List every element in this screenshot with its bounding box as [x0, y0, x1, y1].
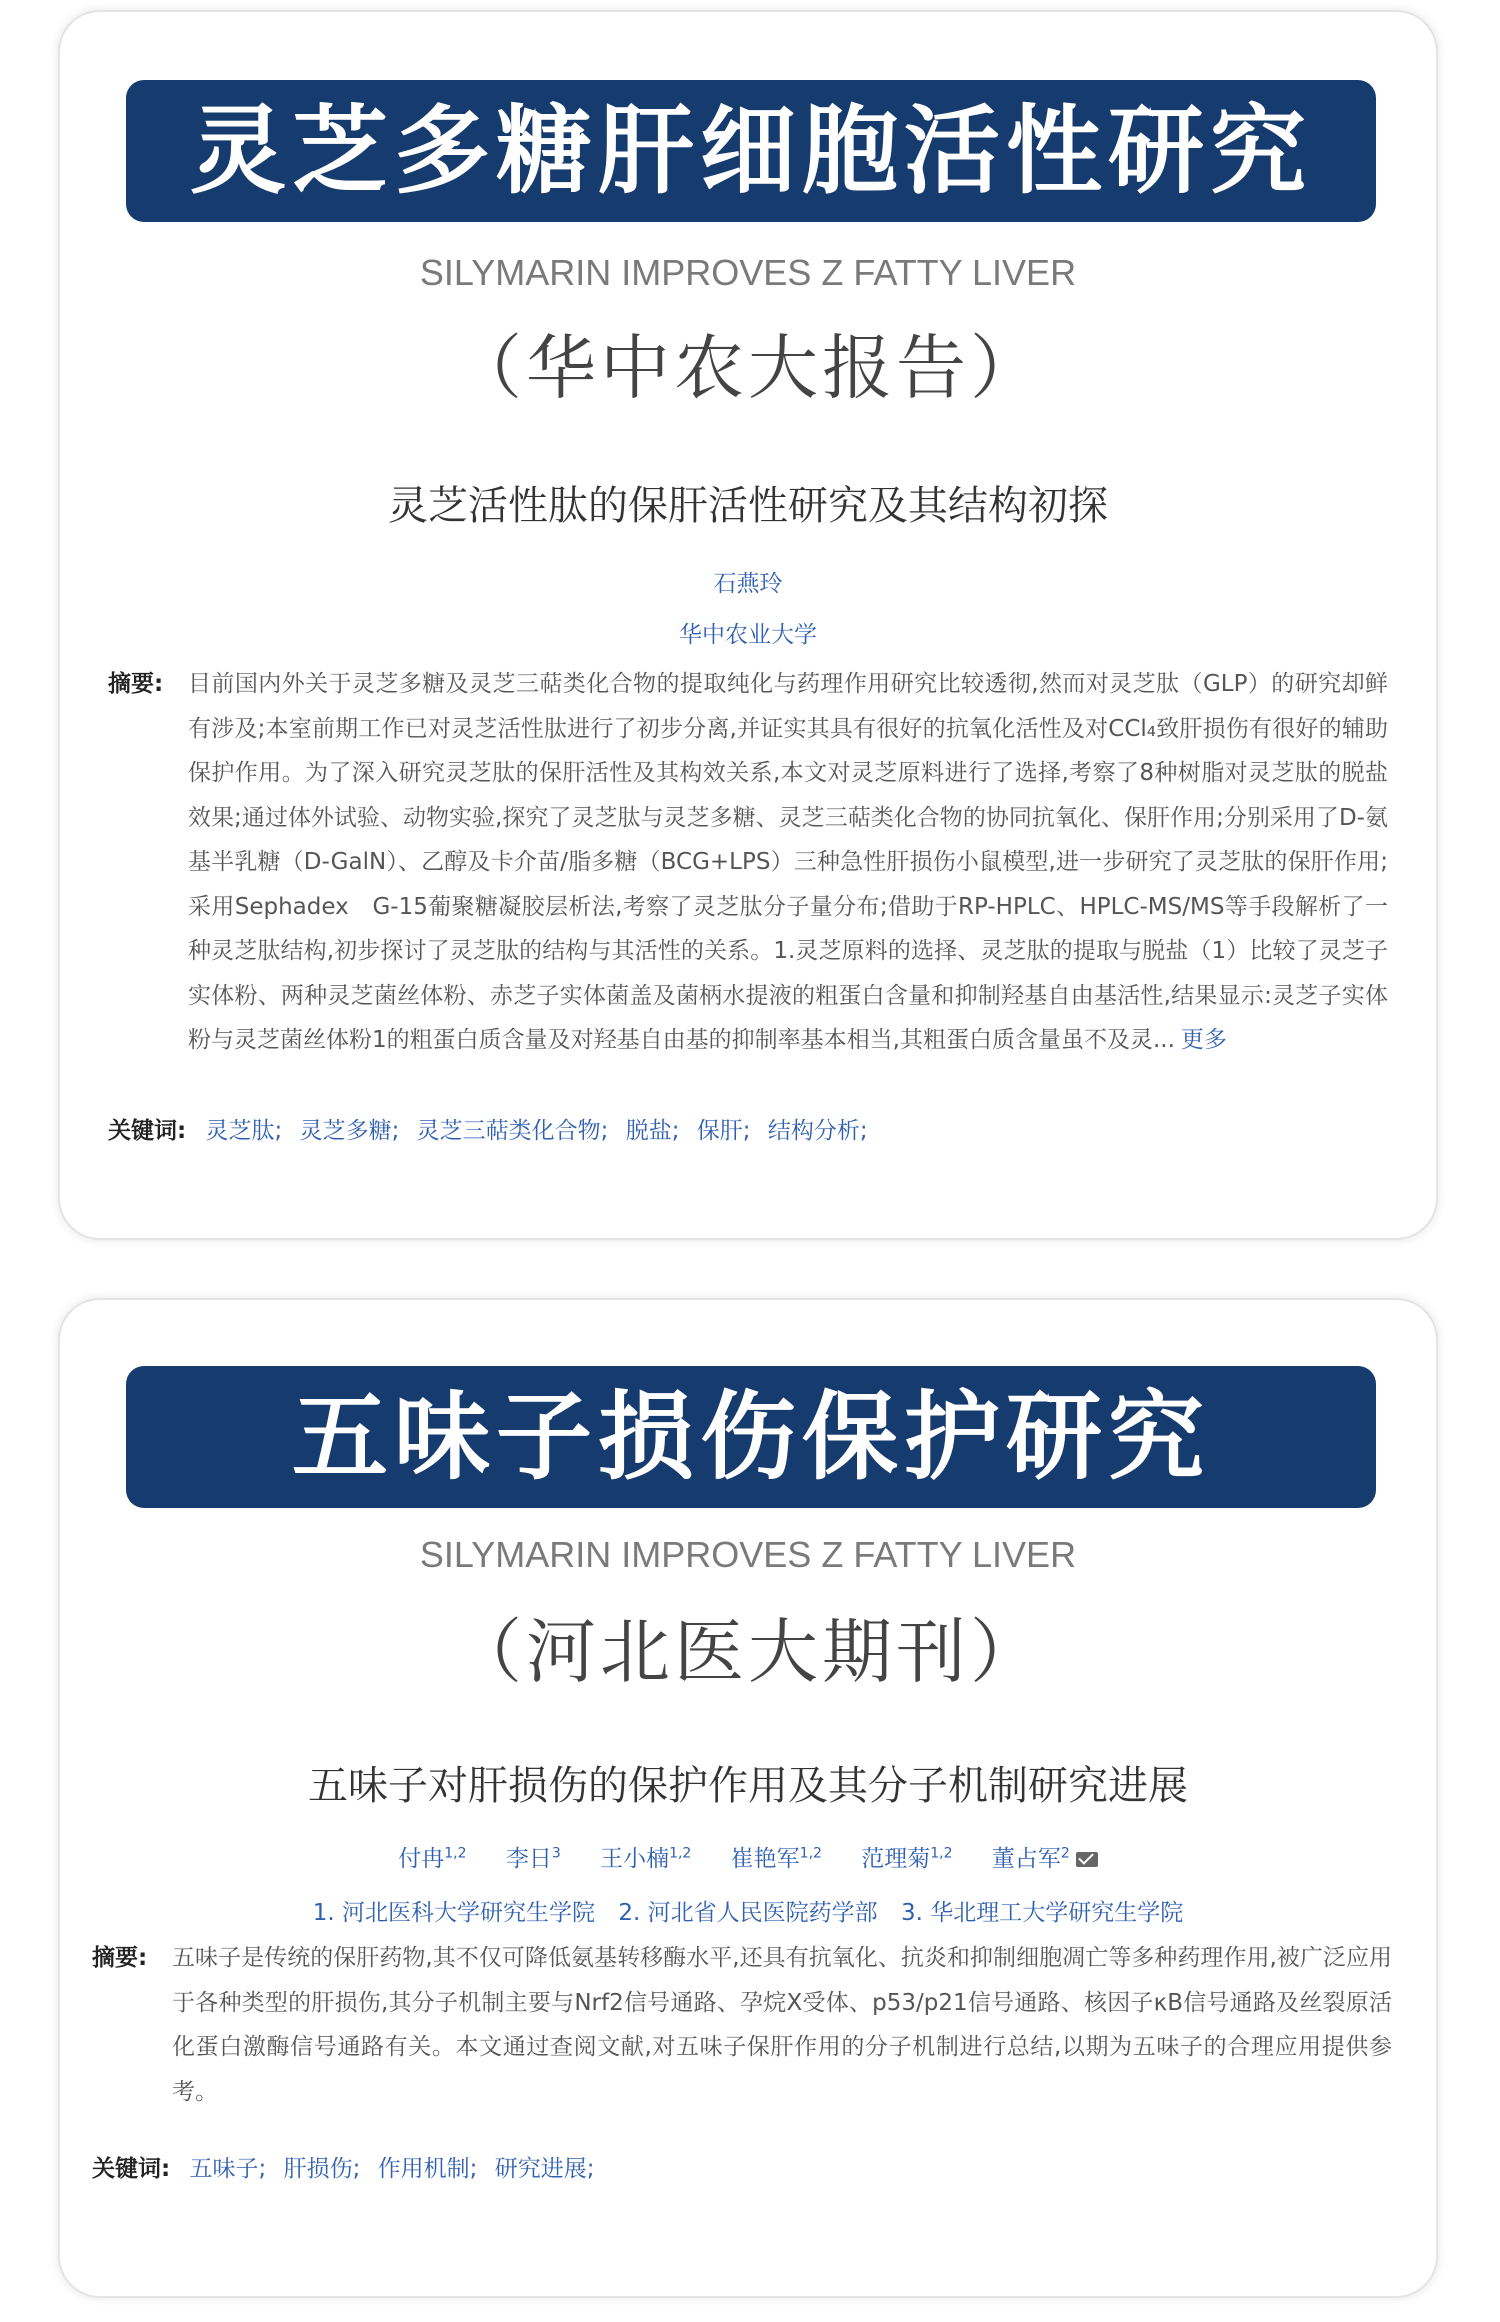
abstract-body	[188, 662, 1388, 1063]
author-list	[60, 1840, 1436, 1873]
abstract-text: 目前国内外关于灵芝多糖及灵芝三萜类化合物的提取纯化与药理作用研究比较透彻,然而对灵芝肽（GLP）的研究却鲜有涉及;本室前期工作已对灵芝活性肽进行了初步分离,并证实其具有很好的抗氧化活性及对CCl₄致肝损伤有很好的辅助保护作用。为了深入研究灵芝肽的保肝活性及其构效关系,本文对灵芝原料进行了选择,考察了8种树脂对灵芝肽的脱盐效果;通过体外试验、动物实验,探究了灵芝肽与灵芝多糖、灵芝三萜类化合物的协同抗氧化、保肝作用;分别采用了D-氨基半乳糖（D-GalN）、乙醇及卡介苗/脂多糖（BCG+LPS）三种急性肝损伤小鼠模型,进一步研究了灵芝肽的保肝作用;采用Sephadex G-15葡聚糖凝胶层析法,考察了灵芝肽分子量分布;借助于RP-HPLC、HPLC-MS/MS等手段解析了一种灵芝肽结构,初步探讨了灵芝肽的结构与其活性的关系。1.灵芝原料的选择、灵芝肽的提取与脱盐（1）比较了灵芝子实体粉、两种灵芝菌丝体粉、赤芝子实体菌盖及菌柄水提液的粗蛋白含量和抑制羟基自由基活性,结果显示:灵芝子实体粉与灵芝菌丝体粉1的粗蛋白质含量及对羟基自由基的抑制率基本相当,其粗蛋白质含量虽不及灵...	[188, 671, 1388, 1053]
paper-title: 灵芝活性肽的保肝活性研究及其结构初探	[388, 483, 1108, 529]
keyword-link[interactable]: 灵芝三萜类化合物;	[416, 1118, 609, 1144]
author-link[interactable]: 王小楠$^{1,2}$	[600, 1845, 692, 1872]
author-link[interactable]: 范理菊$^{1,2}$	[861, 1845, 953, 1872]
abstract-label: 摘要:	[108, 671, 164, 697]
abstract-block	[92, 1936, 1432, 2116]
author-link[interactable]: 付冉$^{1,2}$	[398, 1845, 467, 1872]
keyword-link[interactable]: 五味子;	[189, 2156, 267, 2182]
mail-icon[interactable]	[1076, 1852, 1098, 1867]
keyword-link[interactable]: 灵芝肽;	[205, 1118, 283, 1144]
keyword-link[interactable]: 灵芝多糖;	[299, 1118, 400, 1144]
card-subtitle: SILYMARIN IMPROVES Z FATTY LIVER	[419, 1534, 1077, 1575]
research-card-wuweizi	[58, 1298, 1438, 2298]
abstract-body	[172, 1936, 1392, 2114]
abstract-block	[108, 662, 1448, 1122]
source-label: （河北医大期刊）	[452, 1611, 1044, 1693]
source-label: （华中农大报告）	[452, 327, 1044, 409]
abstract-label: 摘要:	[92, 1945, 148, 1971]
affiliation-link[interactable]: 华中农业大学	[679, 622, 817, 648]
keyword-link[interactable]: 作用机制;	[377, 2156, 478, 2182]
card-banner-title: 五味子损伤保护研究	[126, 1366, 1376, 1508]
card-subtitle: SILYMARIN IMPROVES Z FATTY LIVER	[419, 252, 1077, 293]
paper-title: 五味子对肝损伤的保护作用及其分子机制研究进展	[308, 1763, 1188, 1809]
keywords-row	[92, 2150, 604, 2183]
research-card-lingzhi	[58, 10, 1438, 1240]
keywords-label: 关键词:	[92, 2156, 171, 2182]
author-link[interactable]: 董占军$^2$	[992, 1846, 1098, 1872]
affiliation-link[interactable]: 1. 河北医科大学研究生学院	[312, 1900, 596, 1926]
abstract-text: 五味子是传统的保肝药物,其不仅可降低氨基转移酶水平,还具有抗氧化、抗炎和抑制细胞凋亡等多种药理作用,被广泛应用于各种类型的肝损伤,其分子机制主要与Nrf2信号通路、孕烷X受体、p53/p21信号通路、核因子κB信号通路及丝裂原活化蛋白激酶信号通路有关。本文通过查阅文献,对五味子保肝作用的分子机制进行总结,以期为五味子的合理应用提供参考。	[172, 1945, 1392, 2105]
keyword-link[interactable]: 脱盐;	[625, 1118, 680, 1144]
keyword-link[interactable]: 肝损伤;	[283, 2156, 361, 2182]
card-banner-title: 灵芝多糖肝细胞活性研究	[126, 80, 1376, 222]
keywords-label: 关键词:	[108, 1118, 187, 1144]
affiliation-link[interactable]: 3. 华北理工大学研究生学院	[900, 1900, 1184, 1926]
more-link[interactable]: 更多	[1180, 1027, 1227, 1053]
keyword-link[interactable]: 结构分析;	[767, 1118, 868, 1144]
affiliation-list	[60, 1894, 1436, 1927]
affiliation-link[interactable]: 2. 河北省人民医院药学部	[618, 1900, 878, 1926]
author-link[interactable]: 石燕玲	[713, 571, 783, 597]
keywords-row	[108, 1112, 878, 1145]
author-link[interactable]: 李日$^3$	[505, 1845, 561, 1872]
keyword-link[interactable]: 研究进展;	[494, 2156, 595, 2182]
author-link[interactable]: 崔艳军$^{1,2}$	[730, 1845, 822, 1872]
keyword-link[interactable]: 保肝;	[696, 1118, 751, 1144]
